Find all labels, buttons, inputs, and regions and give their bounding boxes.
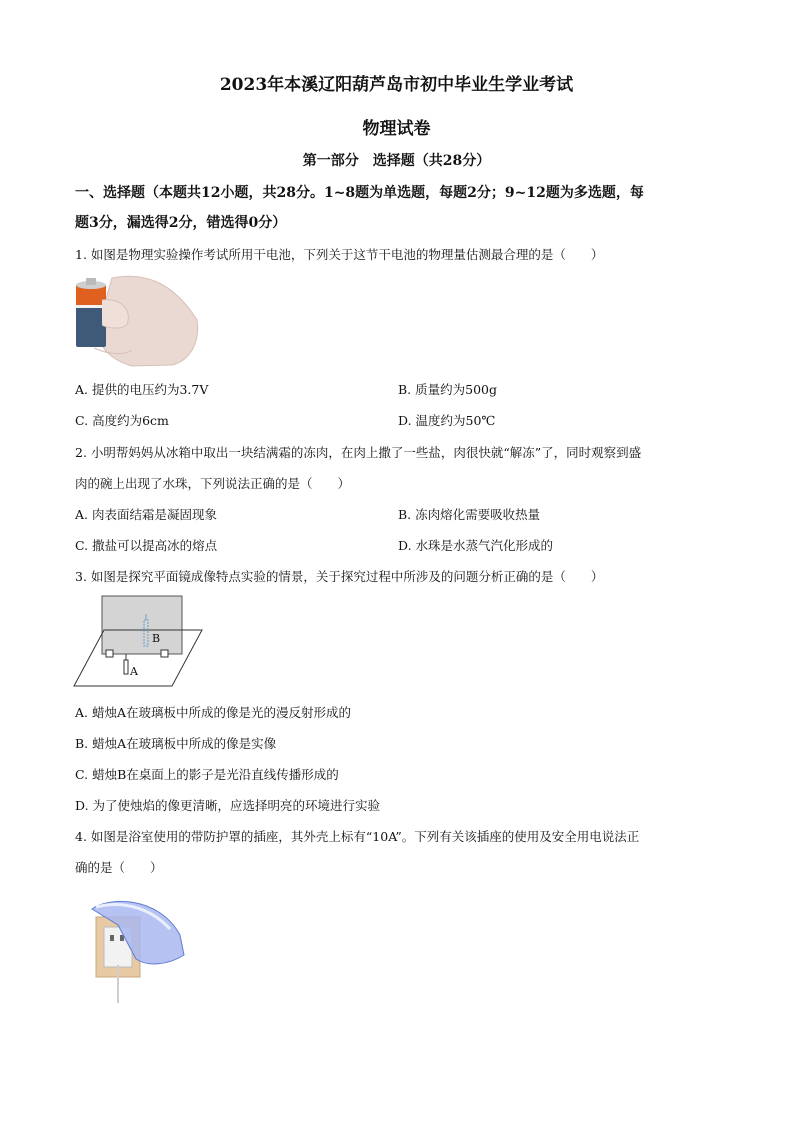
question-1-stem: 1. 如图是物理实验操作考试所用干电池，下列关于这节干电池的物理量估测最合理的是（ ）: [75, 247, 604, 262]
q1-option-c[interactable]: C. 高度约为6cm: [75, 413, 169, 428]
q2-option-b[interactable]: B. 冻肉熔化需要吸收热量: [398, 507, 541, 522]
question-2-stem-line1: 2. 小明帮妈妈从冰箱中取出一块结满霜的冻肉，在肉上撒了一些盐，肉很快就“解冻”了，同时观察到盛: [75, 445, 642, 460]
section-instruction-line1: 一、选择题（本题共12小题，共28分。1~8题为单选题，每题2分；9~12题为多选题，每: [75, 185, 644, 201]
mirror-experiment-figure: [72, 592, 204, 690]
question-4-stem-line1: 4. 如图是浴室使用的带防护罩的插座，其外壳上标有“10A”。下列有关该插座的使用及安全用电说法正: [75, 829, 640, 844]
paper-subtitle: 物理试卷: [362, 119, 431, 139]
label-a: A: [130, 665, 138, 678]
q1-option-d[interactable]: D. 温度约为50℃: [398, 413, 496, 428]
question-4-stem-line2: 确的是（ ）: [75, 860, 163, 875]
q1-option-b[interactable]: B. 质量约为500g: [398, 382, 497, 397]
battery-figure: [72, 270, 202, 370]
q2-option-a[interactable]: A. 肉表面结霜是凝固现象: [75, 507, 217, 522]
q2-option-c[interactable]: C. 撒盐可以提高冰的熔点: [75, 538, 218, 553]
label-b: B: [152, 632, 161, 645]
q3-option-a[interactable]: A. 蜡烛A在玻璃板中所成的像是光的漫反射形成的: [75, 705, 352, 720]
q3-option-c[interactable]: C. 蜡烛B在桌面上的影子是光沿直线传播形成的: [75, 767, 339, 782]
q2-option-d[interactable]: D. 水珠是水蒸气汽化形成的: [398, 538, 554, 553]
part-heading: 第一部分 选择题（共28分）: [302, 153, 491, 169]
q3-option-b[interactable]: B. 蜡烛A在玻璃板中所成的像是实像: [75, 736, 277, 751]
q1-option-a[interactable]: A. 提供的电压约为3.7V: [75, 382, 209, 397]
socket-figure: [88, 895, 188, 1005]
page-title: 2023年本溪辽阳葫芦岛市初中毕业生学业考试: [219, 75, 574, 95]
question-2-stem-line2: 肉的碗上出现了水珠，下列说法正确的是（ ）: [75, 476, 351, 491]
q3-option-d[interactable]: D. 为了使烛焰的像更清晰，应选择明亮的环境进行实验: [75, 798, 381, 813]
question-3-stem: 3. 如图是探究平面镜成像特点实验的情景，关于探究过程中所涉及的问题分析正确的是（ ）: [75, 569, 604, 584]
section-instruction-line2: 题3分，漏选得2分，错选得0分）: [75, 215, 287, 231]
